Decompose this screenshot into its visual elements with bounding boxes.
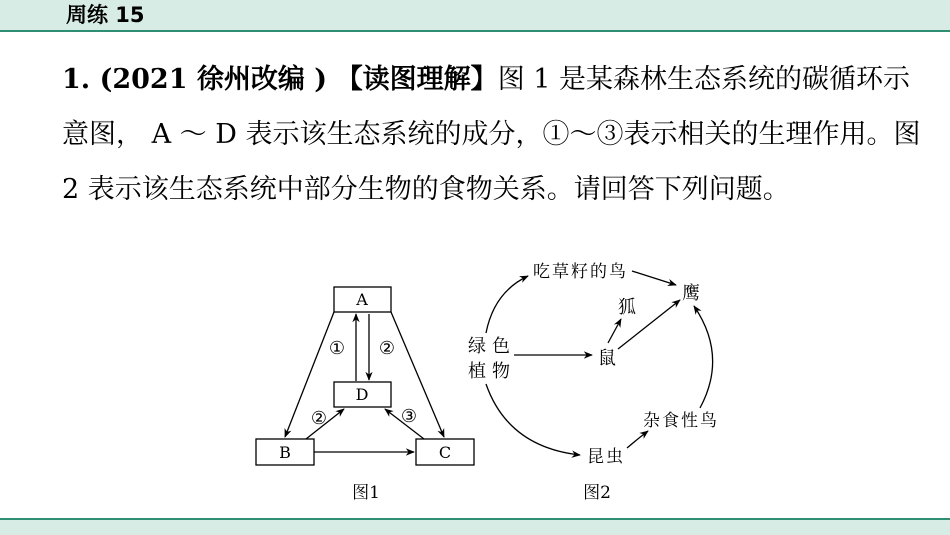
node-seed-bird: 吃草籽的鸟 — [533, 262, 628, 282]
box-d-label: D — [355, 385, 369, 404]
figure-1-caption: 图1 — [352, 483, 380, 503]
arrow-a-to-c — [391, 312, 444, 437]
node-mouse: 鼠 — [598, 348, 616, 369]
arrow-plant-to-seed-bird — [486, 276, 528, 333]
page-title: 周练 15 — [66, 3, 145, 27]
arrow-insect-to-omnivore-bird — [627, 431, 648, 448]
figure-2-caption: 图2 — [583, 483, 611, 503]
node-omnivore-bird: 杂食性鸟 — [643, 411, 719, 431]
question-tag: 【读图理解】 — [335, 64, 498, 95]
question-number: 1. (2021 徐州改编 ) — [62, 64, 328, 95]
node-eagle: 鹰 — [682, 283, 700, 304]
process-label-2-bottom: ② — [310, 408, 328, 429]
arrow-plant-to-insect — [486, 384, 580, 455]
process-label-3: ③ — [400, 406, 418, 427]
figure-2 — [468, 261, 719, 503]
box-a-label: A — [356, 290, 368, 309]
arrow-mouse-to-fox — [608, 319, 621, 343]
box-c-label: C — [438, 443, 452, 462]
box-b-label: B — [279, 443, 291, 462]
process-label-1: ① — [328, 338, 346, 359]
footer-bar — [0, 520, 950, 535]
node-green-plant-line2: 植物 — [468, 361, 516, 382]
process-label-2-top: ② — [378, 338, 396, 359]
arrow-seed-bird-to-eagle — [632, 271, 676, 285]
node-insect: 昆虫 — [587, 447, 625, 467]
arrow-omnivore-bird-to-eagle — [694, 306, 713, 408]
node-fox: 狐 — [618, 297, 636, 318]
figure-1 — [256, 287, 474, 503]
node-green-plant-line1: 绿色 — [468, 336, 516, 357]
question-body: 图 1 是某森林生态系统的碳循环示意图， A ～ D 表示该生态系统的成分，①～③表示相关的生理作用。图 2 表示该生态系统中部分生物的食物关系。请回答下列问题。 — [62, 64, 921, 205]
